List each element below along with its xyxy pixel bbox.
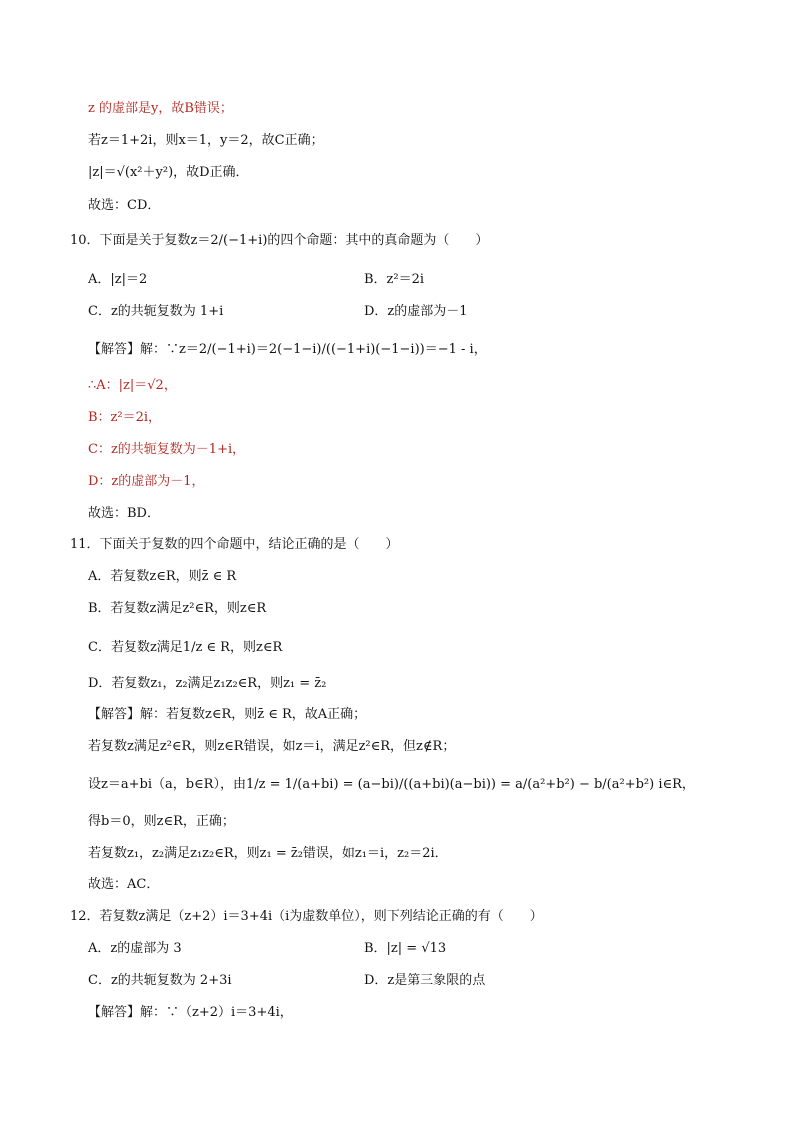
question-10-solution-line-5: D：z的虚部为－1， [88, 474, 205, 489]
question-12-stem: 12．若复数z满足（z+2）i＝3+4i（i为虚数单位），则下列结论正确的有（ ） [70, 909, 543, 924]
question-10-stem: 10．下面是关于复数z＝2/(−1+i)的四个命题：其中的真命题为（ ） [70, 233, 489, 248]
question-12-option-c: C．z的共轭复数为 2+3i [88, 973, 232, 988]
question-11-solution-line-5: 若复数z₁，z₂满足z₁z₂∈R，则z₁ = z̄₂错误，如z₁＝i，z₂＝2i． [88, 846, 448, 861]
question-11-solution-line-3: 设z＝a+bi（a，b∈R），由1/z = 1/(a+bi) = (a−bi)/((a+bi)(a−bi)) = a/(a²+b²) − b/(a²+b²) i∈R， [88, 777, 695, 792]
question-12-option-b: B．|z| = √13 [364, 941, 447, 956]
question-11-option-a: A．若复数z∈R，则z̄ ∈ R [88, 569, 237, 584]
question-11-answer: 故选：AC． [88, 877, 160, 892]
question-10-option-d: D．z的虚部为－1 [364, 304, 468, 319]
question-11-solution-line-2: 若复数z满足z²∈R，则z∈R错误，如z＝i，满足z²∈R，但z∉R； [88, 739, 456, 754]
prev-solution-line-3: |z|＝√(x²＋y²)，故D正确． [88, 165, 249, 180]
question-10-option-a: A．|z|＝2 [88, 272, 148, 287]
question-10-answer: 故选：BD． [88, 506, 160, 521]
question-10-solution-line-3: B：z²＝2i， [88, 410, 162, 425]
prev-solution-line-1: z 的虚部是y，故B错误； [88, 101, 233, 116]
question-11-option-c: C．若复数z满足1/z ∈ R，则z∈R [88, 640, 283, 655]
question-11-stem: 11．下面关于复数的四个命题中，结论正确的是（ ） [70, 537, 399, 552]
question-12-option-d: D．z是第三象限的点 [364, 973, 486, 988]
question-11-solution-line-4: 得b＝0，则z∈R，正确； [88, 814, 235, 829]
question-11-option-b: B．若复数z满足z²∈R，则z∈R [88, 601, 267, 616]
question-10-solution-line-1: 【解答】解：∵z＝2/(−1+i)＝2(−1−i)/((−1+i)(−1−i))＝−1 - i， [88, 342, 487, 357]
question-11-option-d: D．若复数z₁，z₂满足z₁z₂∈R，则z₁ = z̄₂ [88, 676, 327, 691]
question-10-option-b: B．z²＝2i [364, 272, 425, 287]
question-10-solution-line-2: ∴A：|z|＝√2， [88, 378, 177, 393]
prev-solution-answer: 故选：CD． [88, 198, 161, 213]
question-10-solution-line-4: C：z的共轭复数为－1+i， [88, 442, 246, 457]
question-10-option-c: C．z的共轭复数为 1+i [88, 304, 224, 319]
question-12-solution-line-1: 【解答】解：∵（z+2）i＝3+4i， [88, 1005, 293, 1020]
question-12-option-a: A．z的虚部为 3 [88, 941, 182, 956]
prev-solution-line-2: 若z＝1+2i，则x＝1，y＝2，故C正确； [88, 133, 324, 148]
question-11-solution-line-1: 【解答】解：若复数z∈R，则z̄ ∈ R，故A正确； [88, 707, 367, 722]
